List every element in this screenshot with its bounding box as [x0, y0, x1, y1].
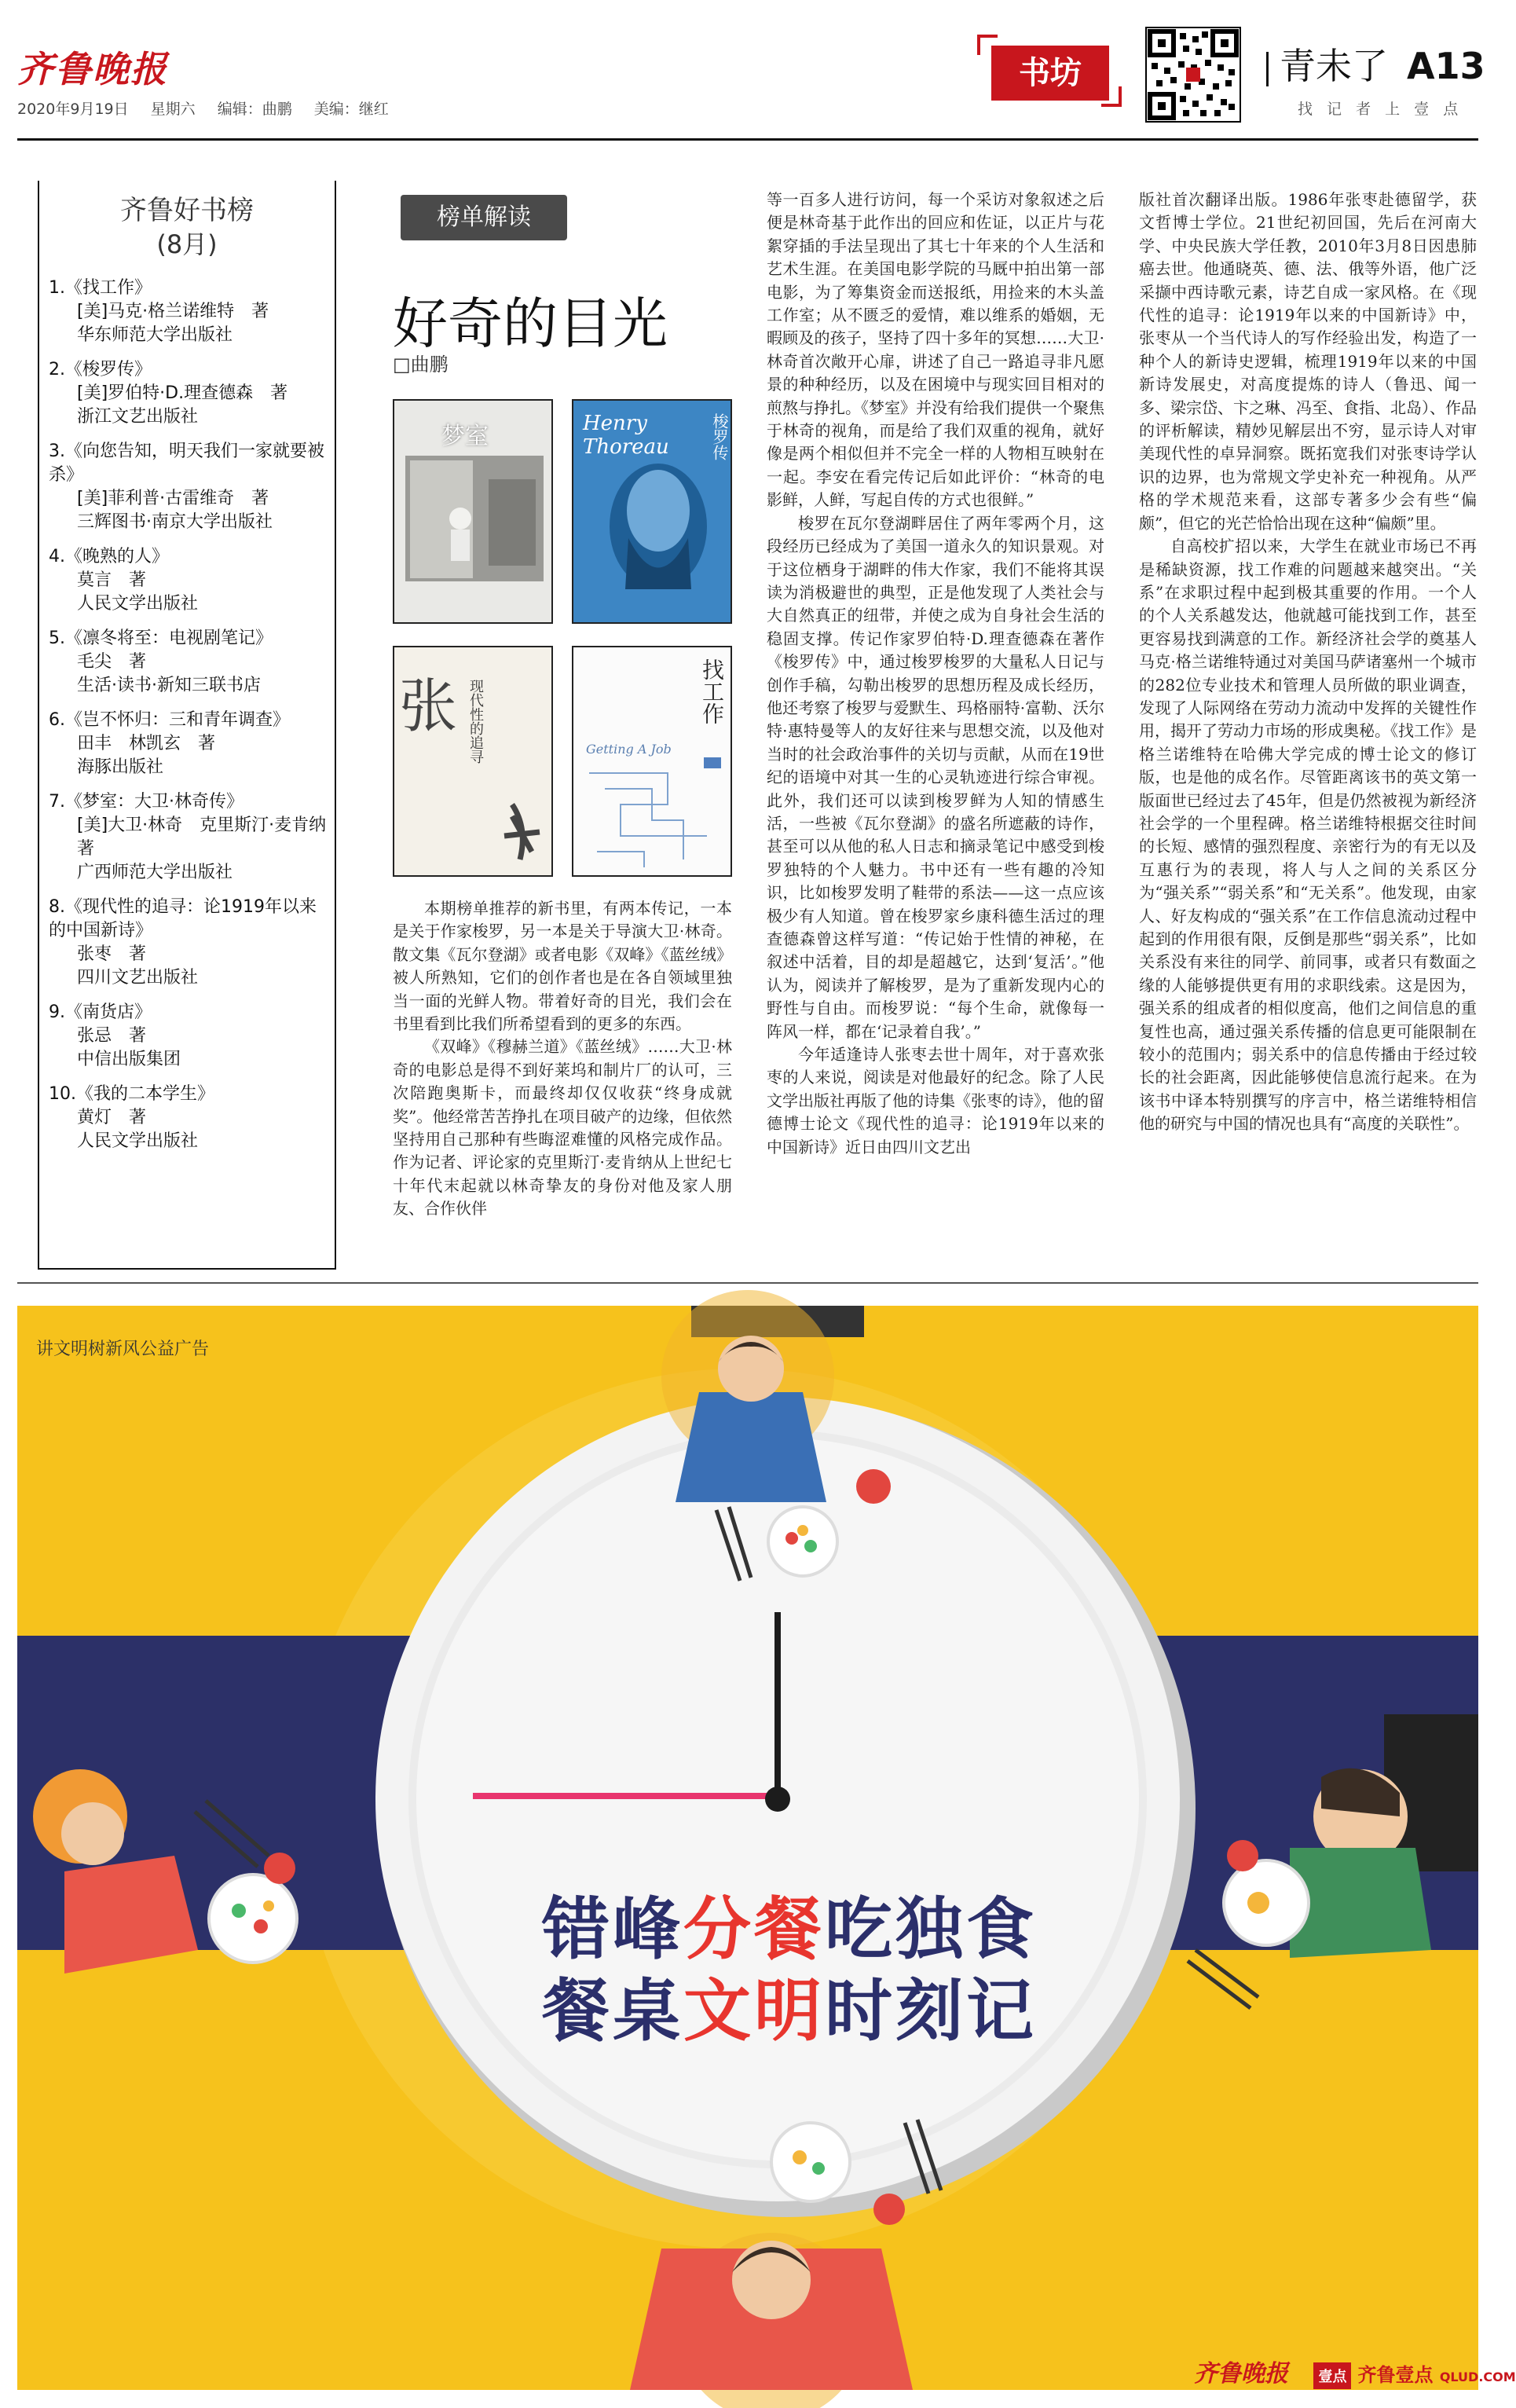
section-divider [17, 1282, 1478, 1284]
cover-subtitle: Getting A Job [586, 742, 672, 757]
cover-diagram [573, 647, 734, 878]
book-cover-getting-a-job[interactable] [572, 646, 732, 877]
list-item: 8.《现代性的追寻：论1919年以来的中国新诗》 张枣 著 四川文艺出版社 [49, 897, 317, 988]
cover-calligraphy [394, 647, 555, 878]
section-name: 书坊 [991, 46, 1109, 101]
article-paragraph: 本期榜单推荐的新书里，有两本传记，一本是关于作家梭罗，另一本是关于导演大卫·林奇。散文集《瓦尔登湖》或者电影《双峰》《蓝丝绒》被人所熟知，它们的创作者也是在各自领域里独当一面的光鲜人物。带着好奇的目光，我们会在书里看到比我们所希望看到的更多的东西。 [393, 899, 732, 1034]
header-divider [1266, 52, 1269, 86]
list-item: 3.《向您告知，明天我们一家就要被杀》 [美]菲利普·古雷维奇 著 三辉图书·南京大学出版社 [49, 442, 324, 532]
cover-title: 梦室 [441, 423, 489, 450]
issue-date: 2020年9月19日 [17, 101, 129, 118]
ad-label: 讲文明树新风公益广告 [36, 1340, 210, 1359]
ad-slogan-line-2: 餐桌文明时刻记 [542, 1972, 1037, 2051]
list-item: 4.《晚熟的人》 莫言 著 人民文学出版社 [49, 547, 199, 614]
book-ranking-title: 齐鲁好书榜 [120, 195, 254, 226]
list-item: 10.《我的二本学生》 黄灯 著 人民文学出版社 [49, 1084, 214, 1151]
article-paragraph: 《双峰》《穆赫兰道》《蓝丝绒》……大卫·林奇的电影总是得不到好莱坞和制片厂的认可，三次陪跑奥斯卡，而最终却仅仅收获“终身成就奖”。他经常苦苦挣扎在项目破产的边缘，但依然坚持用自己那种有些晦涩难懂的风格完成作品。作为记者、评论家的克里斯汀·麦肯纳从上世纪七十年代末起就以林奇挚友的身份对他及家人朋友、合作伙伴 [393, 1037, 732, 1219]
public-service-ad [17, 1306, 1478, 2390]
newspaper-logo: 齐鲁晚报 [17, 48, 168, 90]
article-column-2 [767, 189, 1104, 1282]
article-paragraph: 梭罗在瓦尔登湖畔居住了两年零两个月，这段经历已经成为了美国一道永久的知识景观。对于这位栖身于湖畔的伟大作家，我们不能将其误读为消极避世的典型，正是他发现了人类社会与大自然真正的纽带，并使之成为自身社会生活的稳固支撑。传记作家罗伯特·D.理查德森在著作《梭罗传》中，通过梭罗梭罗的大量私人日记与创作手稿，勾勒出梭罗的思想历程及成长经历，他还考察了梭罗与爱默生、玛格丽特·富勒、沃尔特·惠特曼等人的友好往来与思想交流，以及他对当时的社会政治事件的关切与贡献，从而在19世纪的语境中对其一生的心灵轨迹进行综合审视。此外，我们还可以读到梭罗鲜为人知的情感生活，一些被《瓦尔登湖》的盛名所遮蔽的诗作，甚至可以从他的私人日志和摘录笔记中感受到梭罗独特的个人魅力。书中还有一些有趣的冷知识，比如梭罗发明了鞋带的系法——这一点应该极少有人知道。曾在梭罗家乡康科德生活过的理查德森曾这样写道：“传记始于性情的神秘，在叙述中活着，目的却是超越它，达到‘复活’。”他认为，阅读并了解梭罗，是为了重新发现内心的野性与自由。而梭罗说：“每个生命，就像每一阵风一样，都在‘记录着自我’。” [767, 513, 1104, 1041]
section-tag [977, 35, 1122, 107]
list-item: 1.《找工作》 [美]马克·格兰诺维特 著 华东师范大学出版社 [49, 278, 269, 345]
cover-title: Henry Thoreau [583, 412, 669, 459]
cover-title: 找工作 [699, 658, 725, 724]
ad-footer-logo [1194, 2354, 1516, 2389]
article-tag: 榜单解读 [401, 195, 567, 240]
page-title: 青未了 [1280, 45, 1388, 87]
article-headline: 好奇的目光 [393, 291, 668, 356]
article-column-1 [393, 897, 732, 1282]
cover-subtitle: 梭罗传 [710, 413, 729, 460]
issue-weekday: 星期六 [150, 101, 196, 118]
reporter-hotline: 找 记 者 上 壹 点 [1298, 101, 1463, 118]
editor-credit: 编辑：曲鹏 [217, 101, 292, 118]
article-byline: □曲鹏 [393, 354, 449, 376]
article-paragraph: 等一百多人进行访问，每一个采访对象叙述之后便是林奇基于此作出的回应和佐证，以正片与花絮穿插的手法呈现出了其七十年来的个人生活和艺术生涯。在美国电影学院的马厩中拍出第一部电影，为了筹集资金而送报纸，用捡来的木头盖工作室；从不匮乏的爱情，难以维系的婚姻，无暇顾及的孩子，坚持了四十多年的冥想……大卫·林奇首次敞开心扉，讲述了自己一路追寻非凡愿景的种种经历，以及在困境中与现实回目相对的煎熬与挣扎。《梦室》并没有给我们提供一个聚焦于林奇的视角，而是给了我们双重的视角，就好像是两个相似但并不完全一样的人物相互映射在一起。李安在看完传记后如此评价：“林奇的电影鲜，人鲜，写起自传的方式也很鲜。” [767, 190, 1104, 510]
cover-photo [394, 401, 555, 625]
book-ranking-list [49, 277, 344, 1164]
article-paragraph: 版社首次翻译出版。1986年张枣赴德留学，获文哲博士学位。21世纪初回国，先后在河南大学、中央民族大学任教，2010年3月8日因患肺癌去世。他通晓英、德、法、俄等外语，他广泛采撷中西诗歌元素，诗艺自成一家风格。在《现代性的追寻：论1919年以来的中国新诗》中，张枣从一个当代诗人的写作经验出发，构造了一种个人的新诗史逻辑，梳理1919年以来的中国新诗发展史，对高度提炼的诗人（鲁迅、闻一多、梁宗岱、卞之琳、冯至、食指、北岛）、作品的评析解读，精妙见解层出不穷，显示诗人对审美现代性的卓异洞察。既拓宽我们对张枣诗学认识的边界，也为常规文学史补充一种视角。从严格的学术规范来看，这部专著多少会有些“偏颇”，但它的光芒恰恰出现在这种“偏颇”里。 [1139, 190, 1477, 533]
header-rule [17, 138, 1478, 141]
article-column-3 [1139, 189, 1477, 1282]
book-cover-thoreau[interactable] [572, 399, 732, 624]
list-item: 7.《梦室：大卫·林奇传》 [美]大卫·林奇 克里斯汀·麦肯纳 著 广西师范大学出版社 [49, 792, 344, 882]
article-paragraph: 自高校扩招以来，大学生在就业市场已不再是稀缺资源，找工作难的问题越来越突出。“关系”在求职过程中起到极其重要的作用。一个人的个人关系越发达，他就越可能找到工作，甚至更容易找到满意的工作。新经济社会学的奠基人马克·格兰诺维特通过对美国马萨诸塞州一个城市的282位专业技术和管理人员所做的职业调查，发现了人际网络在劳动力流动中发挥的关键性作用，揭开了劳动力市场的形成奥秘。《找工作》是格兰诺维特在哈佛大学完成的博士论文的修订版，也是他的成名作。尽管距离该书的英文第一版面世已经过去了45年，但是仍然被视为新经济社会学的一个里程碑。格兰诺维特根据交往时间的长短、感情的强烈程度、亲密行为的有无以及互惠行为的表现，将人与人之间的关系区分为“强关系”“弱关系”和“无关系”。他发现，由家人、好友构成的“强关系”在工作信息流动过程中起到的作用很有限，反倒是那些“弱关系”，比如关系没有来往的同学、前同事，或者只有数面之缘的人能够提供更有用的求职线索。这是因为，强关系的组成者的相似度高，他们之间信息的重复性也高，通过强关系传播的信息更可能限制在较小的范围内；弱关系中的信息传播由于经过较长的社会距离，因此能够使信息流行起来。在为该书中译本特别撰写的序言中，格兰诺维特相信他的研究与中国的情况也具有“高度的关联性”。 [1139, 537, 1477, 1134]
cover-title: 张 [399, 673, 457, 740]
book-ranking-month: (8月) [156, 229, 218, 259]
qr-code-icon[interactable] [1145, 27, 1241, 123]
list-item: 2.《梭罗传》 [美]罗伯特·D.理查德森 著 浙江文艺出版社 [49, 360, 288, 427]
footer-newspaper-logo: 齐鲁晚报 [1194, 2360, 1288, 2388]
ad-slogan-line-1: 错峰分餐吃独食 [542, 1890, 1037, 1969]
book-cover-modernity[interactable] [393, 646, 553, 877]
dateline [17, 97, 406, 119]
list-item: 5.《凛冬将至：电视剧笔记》 毛尖 著 生活·读书·新知三联书店 [49, 629, 273, 695]
cover-subtitle: 现代性的追寻 [467, 679, 484, 764]
book-cover-dream-room[interactable] [393, 399, 553, 624]
list-item: 9.《南货店》 张忌 著 中信出版集团 [49, 1002, 181, 1069]
footer-app-logo: 壹点 齐鲁壹点 QLUD.COM [1313, 2364, 1515, 2386]
page-header-right [1266, 38, 1485, 90]
page-number: A13 [1407, 45, 1485, 87]
article-paragraph: 今年适逢诗人张枣去世十周年，对于喜欢张枣的人来说，阅读是对他最好的纪念。除了人民文学出版社再版了他的诗集《张枣的诗》，他的留德博士论文《现代性的追寻：论1919年以来的中国新诗》近日由四川文艺出 [767, 1045, 1104, 1156]
book-ranking-box [38, 181, 344, 1270]
list-item: 6.《岂不怀归：三和青年调查》 田丰 林凯玄 著 海豚出版社 [49, 710, 290, 777]
ad-illustration [17, 1306, 1478, 2390]
designer-credit: 美编：继红 [313, 101, 389, 118]
